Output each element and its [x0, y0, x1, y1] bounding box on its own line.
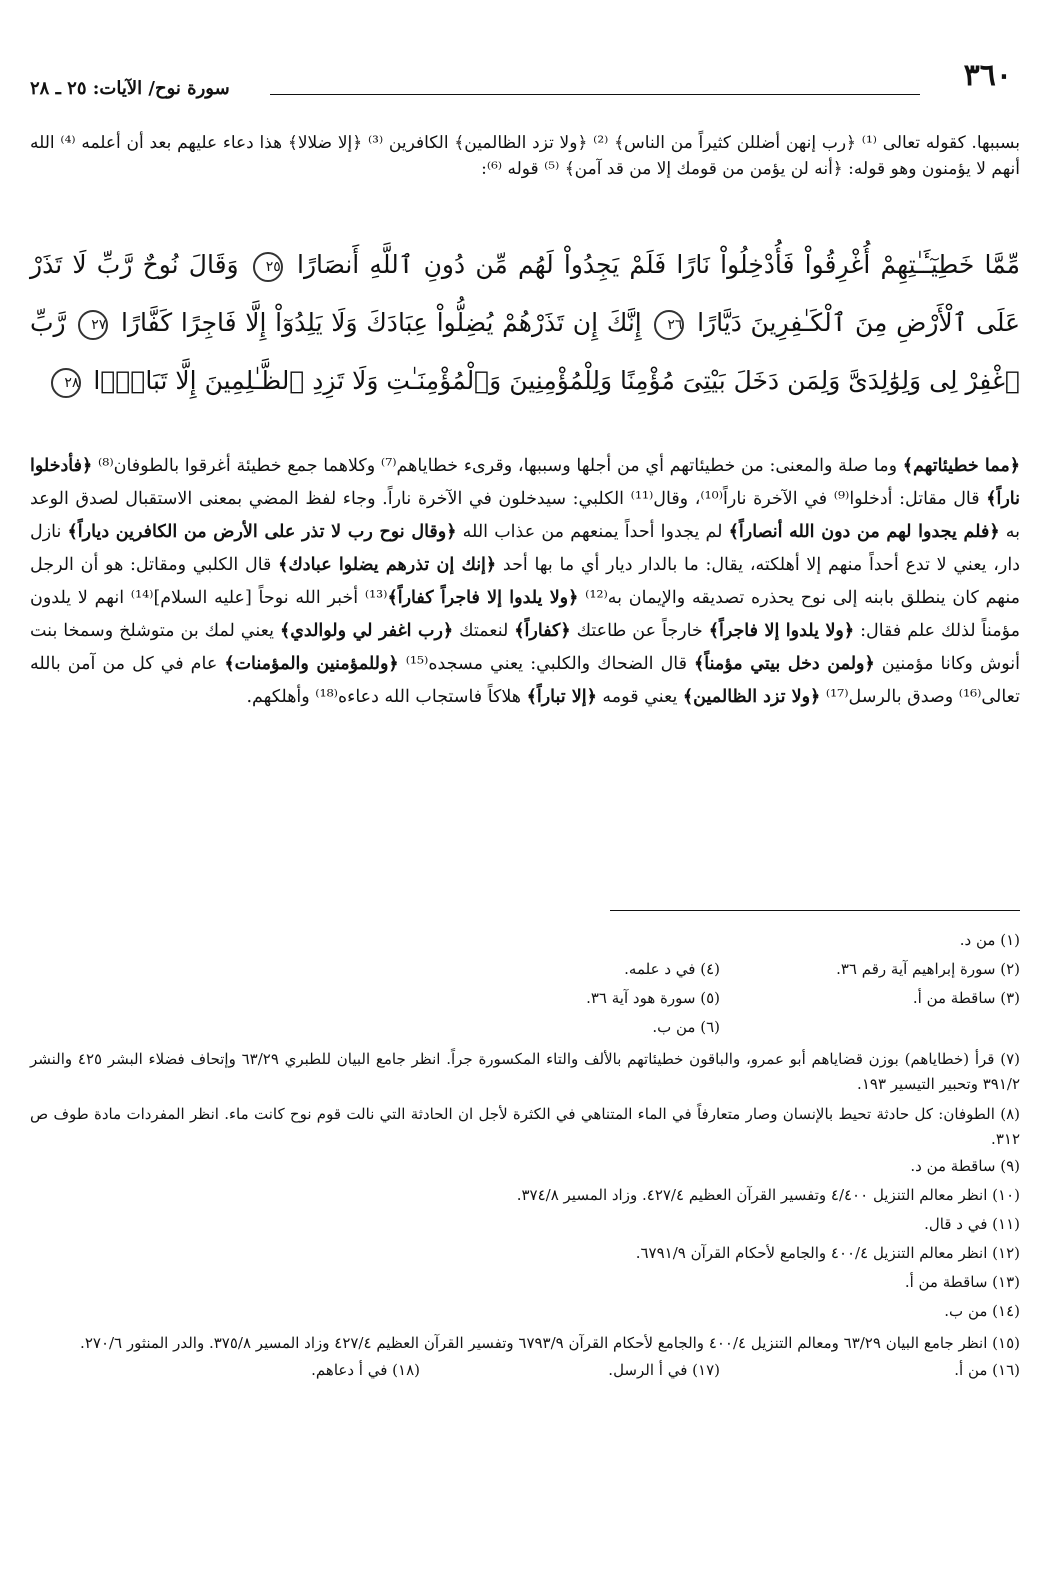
quoted-phrase: ﴿وللمؤمنين والمؤمنات﴾ — [224, 654, 399, 674]
commentary-text: ⁽¹³⁾ أخبر الله نوحاً [عليه السلام]⁽¹⁴⁾ انهم لا يلدون مؤمناً لذلك علم فقال: — [30, 588, 1020, 641]
quran-verses — [30, 236, 1020, 410]
verse-25-text: مِّمَّا خَطِيٓـَٔـٰتِهِمْ أُغْرِقُواْ فَأُدْخِلُواْ نَارًا فَلَمْ يَجِدُواْ لَهُم مِّن دُونِ ٱللَّهِ أَنصَارًا — [297, 250, 1021, 279]
quoted-phrase: ﴿رب اغفر لي ولوالدي﴾ — [279, 621, 454, 641]
quoted-phrase: ﴿فلم يجدوا لهم من دون الله أنصاراً﴾ — [728, 522, 1000, 542]
verse-27-text: إِنَّكَ إِن تَذَرْهُمْ يُضِلُّواْ عِبَادَكَ وَلَا يَلِدُوٓاْ إِلَّا فَاجِرًا كَفَّارًا — [120, 308, 642, 337]
footnote-12: (١٢) انظر معالم التنزيل ٤٠٠/٤ والجامع لأحكام القرآن ٦٧٩١/٩. — [635, 1244, 1020, 1262]
footnote-7: (٧) قرأ (خطاياهم) بوزن قضاياهم أبو عمرو، والباقون خطيئاتهم بالألف والتاء المكسورة جراً. انظر جامع البيان للطبري ٦٣/٢٩ وإتحاف فضلاء البشر ٤٢٥ والنشر ٣٩١/٢ وتحبير التيسير ١٩٣. — [30, 1050, 1020, 1093]
commentary-text: قال الكلبي ومقاتل: هو أن الرجل منهم كان ينطلق بابنه إلى نوح يحذره تصديقه والإيمان به⁽¹²⁾ — [30, 555, 1020, 608]
footnote-14: (١٤) من ب. — [944, 1302, 1020, 1320]
commentary-text: هلاكاً فاستجاب الله دعاءه⁽¹⁸⁾ وأهلكهم. — [246, 687, 527, 707]
quoted-phrase: ﴿كفاراً﴾ — [514, 621, 571, 641]
footnote-10: (١٠) انظر معالم التنزيل ٤/٤٠٠ وتفسير القرآن العظيم ٤٢٧/٤. وزاد المسير ٣٧٤/٨. — [516, 1186, 1020, 1204]
verse-27-marker: ٢٧ — [78, 310, 108, 340]
verse-28-marker: ٢٨ — [51, 368, 81, 398]
running-title: سورة نوح/ الآيات: ٢٥ ـ ٢٨ — [30, 78, 230, 99]
verse-25-marker: ٢٥ — [253, 252, 283, 282]
footnote-16: (١٦) من أ. — [954, 1361, 1020, 1379]
quoted-phrase: ﴿مما خطيئاتهم﴾ — [902, 456, 1020, 476]
commentary-paragraph — [30, 450, 1020, 714]
footnote-5: (٥) سورة هود آية ٣٦. — [586, 989, 720, 1007]
footnote-8: (٨) الطوفان: كل حادثة تحيط بالإنسان وصار متعارفاً في الماء المتناهي في الكثرة لأجل ان الحادثة التي نالت قوم نوح كانت ماء. انظر المفردات مادة طوف ص ٣١٢. — [30, 1105, 1020, 1148]
quoted-phrase: ﴿إنك إن تذرهم يضلوا عبادك﴾ — [278, 555, 497, 575]
footnote-9: (٩) ساقطة من د. — [910, 1157, 1020, 1175]
footnote-rule — [610, 910, 1020, 911]
quoted-phrase: ﴿ولا يلدوا إلا فاجراً﴾ — [708, 621, 855, 641]
commentary-text: عام في كل من آمن بالله تعالى⁽¹⁶⁾ وصدق بالرسل⁽¹⁷⁾ — [30, 654, 1020, 707]
commentary-text: لم يجدوا أحداً يمنعهم من عذاب الله — [456, 522, 729, 542]
commentary-text: يعني لمك بن متوشلخ وسمخا بنت أنوش وكانا مؤمنين — [30, 621, 1020, 674]
quoted-phrase: ﴿وقال نوح رب لا تذر على الأرض من الكافرين دياراً﴾ — [67, 522, 457, 542]
footnote-3: (٣) ساقطة من أ. — [912, 989, 1020, 1007]
page-number: ٣٦٠ — [963, 58, 1012, 93]
footnotes — [30, 926, 1020, 1385]
verse-26-marker: ٢٦ — [654, 310, 684, 340]
header-rule — [270, 94, 920, 95]
commentary-section — [30, 450, 1020, 714]
commentary-text: يعني قومه — [596, 687, 683, 707]
page-header — [30, 58, 1020, 102]
verse-26-text: وَقَالَ نُوحٌ رَّبِّ لَا تَذَرْ عَلَى ٱلْأَرْضِ مِنَ ٱلْكَـٰفِرِينَ دَيَّارًا — [30, 250, 1021, 337]
book-page — [30, 58, 1020, 1558]
commentary-text: قال مقاتل: أدخلوا⁽⁹⁾ في الآخرة ناراً⁽¹⁰⁾، وقال⁽¹¹⁾ الكلبي: سيدخلون في الآخرة ناراً. وجاء لفظ المضي بمعنى الاستقبال لصدق الوعد به — [30, 489, 1021, 542]
footnote-15: (١٥) انظر جامع البيان ٦٣/٢٩ ومعالم التنزيل ٤٠٠/٤ والجامع لأحكام القرآن ٦٧٩٣/٩ وتفسير القرآن العظيم ٤٢٧/٤ وزاد المسير ٣٧٥/٨. والدر المنثور ٢٧٠/٦. — [80, 1334, 1020, 1352]
commentary-text: خارجاً عن طاعتك — [570, 621, 709, 641]
footnote-13: (١٣) ساقطة من أ. — [904, 1273, 1020, 1291]
intro-paragraph: بسببها. كقوله تعالى ⁽¹⁾ ﴿رب إنهن أضللن كثيراً من الناس﴾ ⁽²⁾ ﴿ولا تزد الظالمين﴾ الكافرين ⁽³⁾ ﴿إلا ضلالا﴾ هذا دعاء عليهم بعد أن أعلمه ⁽⁴⁾ الله أنهم لا يؤمنون وهو قوله: ﴿أنه لن يؤمن من قومك إلا من قد آمن﴾ ⁽⁵⁾ قوله ⁽⁶⁾: — [30, 133, 1021, 179]
quoted-phrase: ﴿إلا تباراً﴾ — [526, 687, 597, 707]
footnote-2: (٢) سورة إبراهيم آية رقم ٣٦. — [836, 960, 1020, 978]
verse-28-text: رَّبِّ ٱغْفِرْ لِى وَلِوَٰلِدَىَّ وَلِمَن دَخَلَ بَيْتِىَ مُؤْمِنًا وَلِلْمُؤْمِنِينَ وَٱلْمُؤْمِنَـٰتِ وَلَا تَزِدِ ٱلظَّـٰلِمِينَ إِلَّا تَبَارًۢا — [30, 308, 1020, 395]
footnote-4: (٤) في د علمه. — [624, 960, 720, 978]
quoted-phrase: ﴿ولا تزد الظالمين﴾ — [682, 687, 821, 707]
footnote-row — [30, 955, 1020, 984]
footnote-17: (١٧) في أ الرسل. — [608, 1361, 720, 1379]
commentary-text: لنعمتك — [453, 621, 515, 641]
footnote-row — [30, 926, 1020, 955]
footnote-row — [30, 1013, 1020, 1042]
quoted-phrase: ﴿فأدخلوا ناراً﴾ — [30, 456, 1020, 509]
footnote-row — [30, 984, 1020, 1013]
commentary-text: قال الضحاك والكلبي: يعني مسجده⁽¹⁵⁾ — [398, 654, 695, 674]
footnote-6: (٦) من ب. — [652, 1018, 720, 1036]
footnote-1: (١) من د. — [959, 931, 1020, 949]
quoted-phrase: ﴿ولا يلدوا إلا فاجراً كفاراً﴾ — [387, 588, 579, 608]
footnote-spacer — [720, 1013, 1020, 1042]
commentary-text: وما صلة والمعنى: من خطيئاتهم أي من أجلها وسببها، وقرىء خطاياهم⁽⁷⁾ وكلاهما جمع خطيئة أغرقوا بالطوفان⁽⁸⁾ — [92, 456, 903, 476]
footnote-11: (١١) في د قال. — [924, 1215, 1020, 1233]
quoted-phrase: ﴿ولمن دخل بيتي مؤمناً﴾ — [694, 654, 875, 674]
footnote-row — [30, 1356, 1020, 1385]
footnote-18: (١٨) في أ دعاهم. — [311, 1361, 420, 1379]
commentary-text: نازل دار، يعني لا تدع أحداً منهم إلا أهلكته، يقال: ما بالدار ديار أي ما بها أحد — [30, 522, 1020, 575]
